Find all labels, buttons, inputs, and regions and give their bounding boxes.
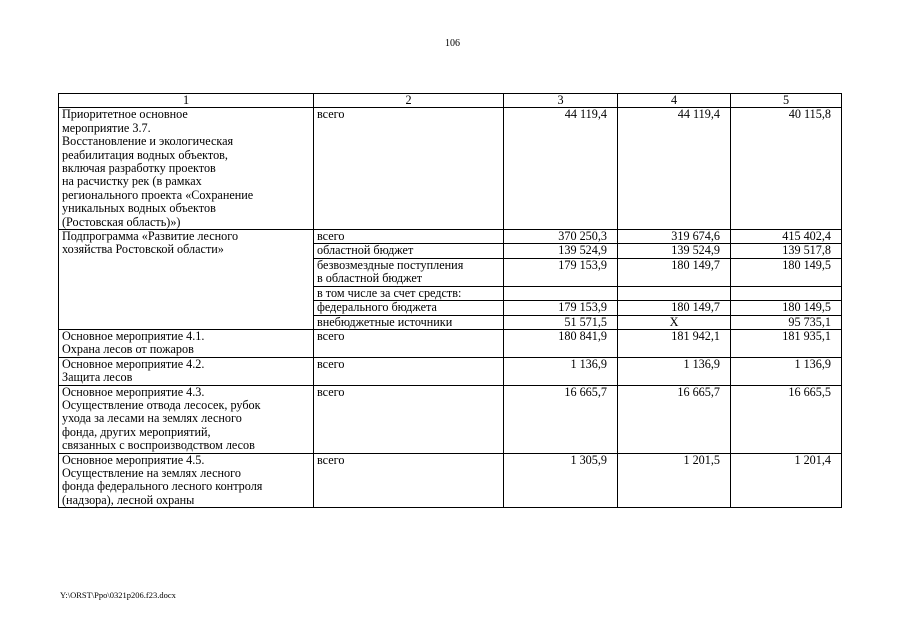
value-cell-col5: 180 149,5 xyxy=(731,301,842,315)
table-row xyxy=(59,385,842,453)
funding-source-cell xyxy=(314,453,504,508)
table-row xyxy=(59,108,842,230)
measure-name-line: реабилитация водных объектов, xyxy=(62,147,228,162)
table-header-row xyxy=(59,94,842,108)
measure-name-line: Охрана лесов от пожаров xyxy=(62,342,194,357)
budget-table xyxy=(58,93,842,508)
funding-source-cell xyxy=(314,258,504,286)
measure-name-line: на расчистку рек (в рамках xyxy=(62,174,202,189)
measure-name-line: Приоритетное основное xyxy=(62,107,188,122)
measure-name-line: хозяйства Ростовской области» xyxy=(62,242,224,257)
value-cell-col4: 180 149,7 xyxy=(618,301,731,315)
value-cell-col3 xyxy=(504,286,618,300)
table-row xyxy=(59,453,842,508)
value-cell-col4: 180 149,7 xyxy=(618,258,731,286)
value-cell-col5: 1 201,4 xyxy=(731,453,842,508)
measure-name-line: регионального проекта «Сохранение xyxy=(62,187,254,202)
measure-name-line: Основное мероприятие 4.2. xyxy=(62,357,205,371)
value-cell-col5: 95 735,1 xyxy=(731,315,842,329)
table-row xyxy=(59,329,842,357)
page-number: 106 xyxy=(445,38,460,49)
value-cell-col5: 40 115,8 xyxy=(731,108,842,230)
funding-source-cell xyxy=(314,329,504,357)
funding-source-text: внебюджетные источники xyxy=(317,315,453,329)
funding-source-text: безвозмездные поступления в областной бюджет xyxy=(317,258,464,286)
value-cell-col4: 16 665,7 xyxy=(618,385,731,453)
value-cell-col5: 1 136,9 xyxy=(731,357,842,385)
funding-source-cell xyxy=(314,315,504,329)
measure-name-line: Подпрограмма «Развитие лесного xyxy=(62,229,239,244)
funding-source-text: областной бюджет xyxy=(317,243,414,258)
header-col-3: 3 xyxy=(504,94,618,108)
value-cell-col4: 139 524,9 xyxy=(618,244,731,258)
measure-name-line: Защита лесов xyxy=(62,370,133,385)
value-cell-col4 xyxy=(618,286,731,300)
funding-source-text: всего xyxy=(317,329,345,343)
header-col-1: 1 xyxy=(59,94,314,108)
file-path-footer: Y:\ORST\Ppo\0321p206.f23.docx xyxy=(60,590,176,600)
value-cell-col5: 415 402,4 xyxy=(731,230,842,244)
funding-source-text: всего xyxy=(317,453,345,467)
value-cell-col4: 319 674,6 xyxy=(618,230,731,244)
value-cell-col5: 16 665,5 xyxy=(731,385,842,453)
measure-name-line: Основное мероприятие 4.5. xyxy=(62,453,205,467)
value-cell-col5: 139 517,8 xyxy=(731,244,842,258)
measure-name-line: (надзора), лесной охраны xyxy=(62,492,195,507)
funding-source-cell xyxy=(314,244,504,258)
value-cell-col3: 370 250,3 xyxy=(504,230,618,244)
measure-name-line: уникальных водных объектов xyxy=(62,201,216,216)
header-col-4: 4 xyxy=(618,94,731,108)
funding-source-text: всего xyxy=(317,385,345,399)
funding-source-text: всего xyxy=(317,357,345,371)
value-cell-col3: 16 665,7 xyxy=(504,385,618,453)
measure-name-line: фонда федерального лесного контроля xyxy=(62,479,263,494)
value-cell-col3: 139 524,9 xyxy=(504,244,618,258)
value-cell-col4: 44 119,4 xyxy=(618,108,731,230)
measure-name-line: связанных с воспроизводством лесов xyxy=(62,438,255,453)
measure-name-line: мероприятие 3.7. xyxy=(62,120,151,135)
value-cell-col4: 1 201,5 xyxy=(618,453,731,508)
value-cell-col5: 181 935,1 xyxy=(731,329,842,357)
header-col-2: 2 xyxy=(314,94,504,108)
measure-name-line: (Ростовская область)») xyxy=(62,214,181,229)
measure-name-cell xyxy=(59,230,314,330)
header-col-5: 5 xyxy=(731,94,842,108)
table-row xyxy=(59,230,842,244)
value-cell-col3: 1 136,9 xyxy=(504,357,618,385)
value-cell-col3: 1 305,9 xyxy=(504,453,618,508)
measure-name-line: фонда, других мероприятий, xyxy=(62,424,211,439)
measure-name-line: Осуществление отвода лесосек, рубок xyxy=(62,397,261,412)
measure-name-line: включая разработку проектов xyxy=(62,161,216,176)
measure-name-line: Основное мероприятие 4.1. xyxy=(62,329,205,343)
table-row xyxy=(59,357,842,385)
funding-source-cell xyxy=(314,108,504,230)
value-cell-col4: Х xyxy=(618,315,731,329)
value-cell-col3: 179 153,9 xyxy=(504,301,618,315)
value-cell-col3: 180 841,9 xyxy=(504,329,618,357)
value-cell-col5 xyxy=(731,286,842,300)
measure-name-cell xyxy=(59,357,314,385)
funding-source-cell xyxy=(314,230,504,244)
funding-source-cell xyxy=(314,301,504,315)
value-cell-col3: 51 571,5 xyxy=(504,315,618,329)
measure-name-line: Осуществление на землях лесного xyxy=(62,465,241,480)
funding-source-text: всего xyxy=(317,107,345,122)
measure-name-line: ухода за лесами на землях лесного xyxy=(62,411,242,426)
funding-source-cell xyxy=(314,357,504,385)
measure-name-cell xyxy=(59,385,314,453)
value-cell-col5: 180 149,5 xyxy=(731,258,842,286)
funding-source-text: федерального бюджета xyxy=(317,300,437,315)
value-cell-col4: 181 942,1 xyxy=(618,329,731,357)
measure-name-cell xyxy=(59,329,314,357)
value-cell-col3: 44 119,4 xyxy=(504,108,618,230)
funding-source-cell xyxy=(314,385,504,453)
measure-name-line: Основное мероприятие 4.3. xyxy=(62,385,205,399)
funding-source-text: в том числе за счет средств: xyxy=(317,286,462,300)
measure-name-cell xyxy=(59,108,314,230)
value-cell-col4: 1 136,9 xyxy=(618,357,731,385)
measure-name-line: Восстановление и экологическая xyxy=(62,134,234,149)
funding-source-cell xyxy=(314,286,504,300)
value-cell-col3: 179 153,9 xyxy=(504,258,618,286)
measure-name-cell xyxy=(59,453,314,508)
funding-source-text: всего xyxy=(317,229,345,244)
